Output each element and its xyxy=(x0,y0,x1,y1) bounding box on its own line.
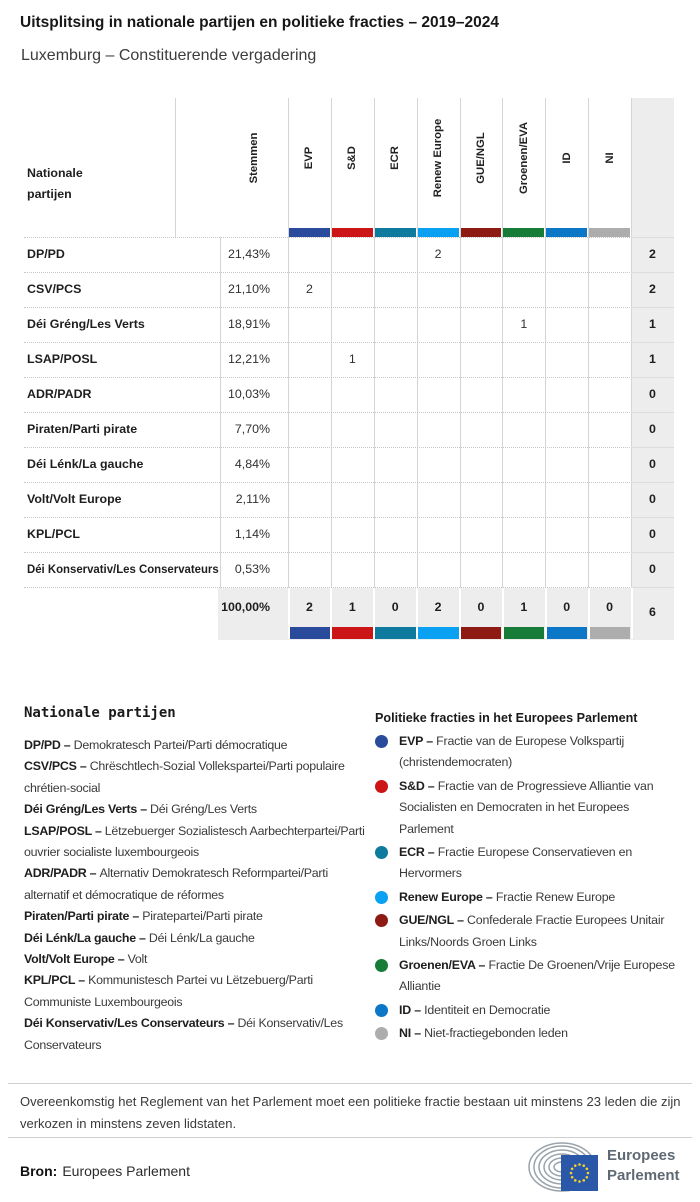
group-column-label: GUE/NGL xyxy=(474,132,487,184)
group-legend-abbr: Groenen/EVA – xyxy=(399,958,489,973)
party-legend-abbr: Piraten/Parti pirate – xyxy=(24,909,143,924)
party-votes: 10,03% xyxy=(227,387,270,401)
group-color-bar xyxy=(546,228,587,237)
row-separator xyxy=(24,272,674,273)
group-legend-item xyxy=(375,731,675,774)
group-legend-abbr: Renew Europe – xyxy=(399,889,496,904)
group-color-bar xyxy=(289,228,330,237)
european-parliament-logo xyxy=(528,1142,602,1194)
party-votes: 18,91% xyxy=(227,317,270,331)
party-votes: 12,21% xyxy=(227,352,270,366)
party-legend-item xyxy=(24,799,374,820)
party-name: Déi Konservativ/Les Conservateurs xyxy=(27,562,219,576)
group-color-dot xyxy=(375,914,388,927)
party-name: CSV/PCS xyxy=(27,282,82,296)
party-legend-item xyxy=(24,928,374,949)
group-color-bar xyxy=(418,627,459,639)
party-total-seats: 1 xyxy=(649,352,656,366)
party-legend-abbr: Déi Lénk/La gauche – xyxy=(24,930,149,945)
political-groups-legend-heading: Politieke fracties in het Europees Parlement xyxy=(375,711,638,725)
group-color-bar xyxy=(375,228,416,237)
group-legend-desc: Fractie van de Europese Volkspartij (christendemocraten) xyxy=(399,734,625,770)
group-color-dot xyxy=(375,1004,388,1017)
seat-count: 1 xyxy=(520,317,528,331)
party-total-seats: 0 xyxy=(649,387,656,401)
party-name: Déi Gréng/Les Verts xyxy=(27,317,145,331)
group-legend-item xyxy=(375,776,675,840)
party-total-seats: 2 xyxy=(649,247,656,261)
grid-line xyxy=(288,98,289,588)
party-total-seats: 0 xyxy=(649,527,656,541)
party-name: Déi Lénk/La gauche xyxy=(27,457,144,471)
party-votes: 21,10% xyxy=(227,282,270,296)
grid-line xyxy=(175,98,176,237)
party-legend-abbr: Déi Konservativ/Les Conservateurs – xyxy=(24,1016,238,1031)
party-name: LSAP/POSL xyxy=(27,352,98,366)
group-color-dot xyxy=(375,959,388,972)
group-column-label: Groenen/EVA xyxy=(517,122,530,194)
group-color-dot xyxy=(375,891,388,904)
party-legend-item xyxy=(24,1013,374,1056)
logo-wordmark xyxy=(607,1146,680,1185)
party-legend-desc: Demokratesch Partei/Parti démocratique xyxy=(73,738,288,752)
group-color-dot xyxy=(375,735,388,748)
row-separator xyxy=(24,237,674,238)
total-seat-count: 2 xyxy=(434,600,442,614)
group-color-dot xyxy=(375,1027,388,1040)
group-legend-desc: Identiteit en Democratie xyxy=(424,1002,551,1017)
group-color-bar xyxy=(375,627,416,639)
party-legend-item xyxy=(24,863,374,906)
party-legend-abbr: CSV/PCS – xyxy=(24,759,90,774)
page-subtitle: Luxemburg – Constituerende vergadering xyxy=(21,47,317,64)
party-legend-desc: Déi Gréng/Les Verts xyxy=(150,802,257,817)
grid-line xyxy=(374,98,375,588)
party-votes: 0,53% xyxy=(234,562,270,576)
party-name: DP/PD xyxy=(27,247,65,261)
party-votes: 4,84% xyxy=(234,457,270,471)
party-total-seats: 0 xyxy=(649,562,656,576)
group-color-bar xyxy=(289,627,330,639)
party-legend-desc: Déi Konservativ/Les Conservateurs xyxy=(24,1016,343,1052)
party-legend-desc: Kommunistesch Partei vu Lëtzebuerg/Parti Communiste Luxembourgeois xyxy=(24,973,313,1009)
total-seat-count: 0 xyxy=(391,600,399,614)
party-votes: 21,43% xyxy=(227,247,270,261)
national-parties-legend-heading: Nationale partijen xyxy=(24,705,176,721)
group-column-label: ECR xyxy=(389,146,402,170)
party-legend-desc: Lëtzebuerger Sozialistesch Aarbechterpartei/Parti ouvrier socialiste luxembourgeois xyxy=(24,823,365,860)
party-total-seats: 2 xyxy=(649,282,656,296)
party-legend-item xyxy=(24,821,374,864)
group-legend-item xyxy=(375,842,675,885)
group-legend-desc: Niet-fractiegebonden leden xyxy=(424,1026,568,1041)
party-legend-item xyxy=(24,756,374,799)
party-votes: 2,11% xyxy=(235,492,270,506)
party-name: ADR/PADR xyxy=(27,387,92,401)
divider xyxy=(8,1083,692,1084)
party-legend-abbr: ADR/PADR – xyxy=(24,866,100,881)
party-legend-abbr: DP/PD – xyxy=(24,738,74,752)
footnote: Overeenkomstig het Reglement van het Parlement moet een politieke fractie bestaan uit minstens 23 leden die zijn verkozen in minstens zeven lidstaten. xyxy=(20,1094,681,1131)
seat-count: 2 xyxy=(305,282,313,296)
party-legend-item xyxy=(24,970,374,1013)
group-color-bar xyxy=(503,228,544,237)
seat-count: 2 xyxy=(434,247,442,261)
party-legend-desc: Chrëschtlech-Sozial Vollekspartei/Parti populaire chrétien-social xyxy=(24,759,345,795)
national-parties-legend-list xyxy=(24,735,374,1056)
group-color-bar xyxy=(503,627,544,639)
party-total-seats: 0 xyxy=(649,457,656,471)
group-color-bar xyxy=(546,627,587,639)
group-color-dot xyxy=(375,780,388,793)
party-legend-abbr: Déi Gréng/Les Verts – xyxy=(24,802,151,817)
group-color-dot xyxy=(375,846,388,859)
party-legend-desc: Volt xyxy=(127,952,148,967)
group-legend-desc: Fractie Renew Europe xyxy=(495,889,616,904)
group-legend-item xyxy=(375,1000,675,1021)
party-legend-item xyxy=(24,906,374,927)
group-color-bar xyxy=(461,228,502,237)
total-seat-count: 1 xyxy=(520,600,528,614)
party-legend-item xyxy=(24,949,374,970)
group-legend-desc: Confederale Fractie Europees Unitair Links/Noords Groen Links xyxy=(399,913,665,949)
votes-column-label: Stemmen xyxy=(248,132,260,184)
party-legend-desc: Déi Lénk/La gauche xyxy=(148,930,255,945)
logo-wordmark-line2: Parlement xyxy=(607,1166,680,1184)
party-total-seats: 1 xyxy=(649,317,656,331)
eu-flag xyxy=(561,1155,598,1191)
political-groups-legend-list xyxy=(375,731,675,1047)
total-seat-count: 0 xyxy=(563,600,571,614)
page-title: Uitsplitsing in nationale partijen en politieke fracties – 2019–2024 xyxy=(20,14,499,31)
group-legend-abbr: GUE/NGL – xyxy=(399,913,467,928)
party-legend-abbr: KPL/PCL – xyxy=(24,973,89,988)
party-votes: 1,14% xyxy=(234,527,270,541)
grid-line xyxy=(417,98,418,588)
group-legend-desc: Fractie van de Progressieve Alliantie van Socialisten en Democraten in het Europees Parlement xyxy=(399,778,654,836)
group-color-bar xyxy=(332,627,373,639)
group-column-label: ID xyxy=(560,152,573,164)
source-value: Europees Parlement xyxy=(62,1163,190,1179)
group-column-label: S&D xyxy=(346,146,359,170)
group-legend-item xyxy=(375,955,675,998)
party-total-seats: 0 xyxy=(649,492,656,506)
party-legend-abbr: Volt/Volt Europe – xyxy=(24,952,128,967)
party-legend-desc: Alternativ Demokratesch Reformpartei/Parti alternatif et démocratique de réformes xyxy=(24,866,328,902)
group-column-label: Renew Europe xyxy=(432,118,445,198)
total-votes: 100,00% xyxy=(221,600,270,614)
national-parties-header-label: Nationale partijen xyxy=(27,166,83,201)
group-color-bar xyxy=(332,228,373,237)
total-seat-count: 0 xyxy=(606,600,614,614)
party-votes: 7,70% xyxy=(234,422,270,436)
group-color-bar xyxy=(418,228,459,237)
source-line xyxy=(20,1163,190,1179)
grid-line xyxy=(588,98,589,588)
divider xyxy=(8,1137,692,1138)
grid-line xyxy=(545,98,546,588)
group-legend-abbr: NI – xyxy=(399,1026,425,1041)
group-legend-abbr: EVP – xyxy=(399,734,437,748)
total-seat-count: 0 xyxy=(477,600,485,614)
group-legend-desc: Fractie De Groenen/Vrije Europese Alliantie xyxy=(399,958,675,994)
grid-line xyxy=(502,98,503,588)
party-legend-item xyxy=(24,735,374,756)
group-legend-desc: Fractie Europese Conservatieven en Hervormers xyxy=(399,845,633,881)
party-legend-desc: Piratepartei/Parti pirate xyxy=(142,909,263,924)
group-color-bar xyxy=(589,228,630,237)
grid-line xyxy=(460,98,461,588)
group-column-label: NI xyxy=(603,152,616,164)
party-legend-abbr: LSAP/POSL – xyxy=(24,823,105,838)
party-name: Piraten/Parti pirate xyxy=(27,422,138,436)
group-color-bar xyxy=(589,627,630,639)
group-legend-abbr: S&D – xyxy=(399,778,438,793)
source-label: Bron: xyxy=(20,1163,58,1179)
party-name: Volt/Volt Europe xyxy=(27,492,122,506)
row-separator xyxy=(24,377,674,378)
group-legend-abbr: ECR – xyxy=(399,845,438,860)
total-seats: 6 xyxy=(649,605,656,619)
group-column-label: EVP xyxy=(303,146,316,170)
group-legend-item xyxy=(375,887,675,908)
group-legend-abbr: ID – xyxy=(399,1002,425,1017)
group-legend-item xyxy=(375,1023,675,1044)
seat-count: 1 xyxy=(348,352,356,366)
row-separator xyxy=(24,517,674,518)
group-legend-item xyxy=(375,910,675,953)
party-total-seats: 0 xyxy=(649,422,656,436)
logo-wordmark-line1: Europees xyxy=(607,1147,676,1164)
total-seat-count: 1 xyxy=(348,600,356,614)
group-color-bar xyxy=(461,627,502,639)
total-seat-count: 2 xyxy=(305,600,313,614)
party-name: KPL/PCL xyxy=(27,527,81,541)
